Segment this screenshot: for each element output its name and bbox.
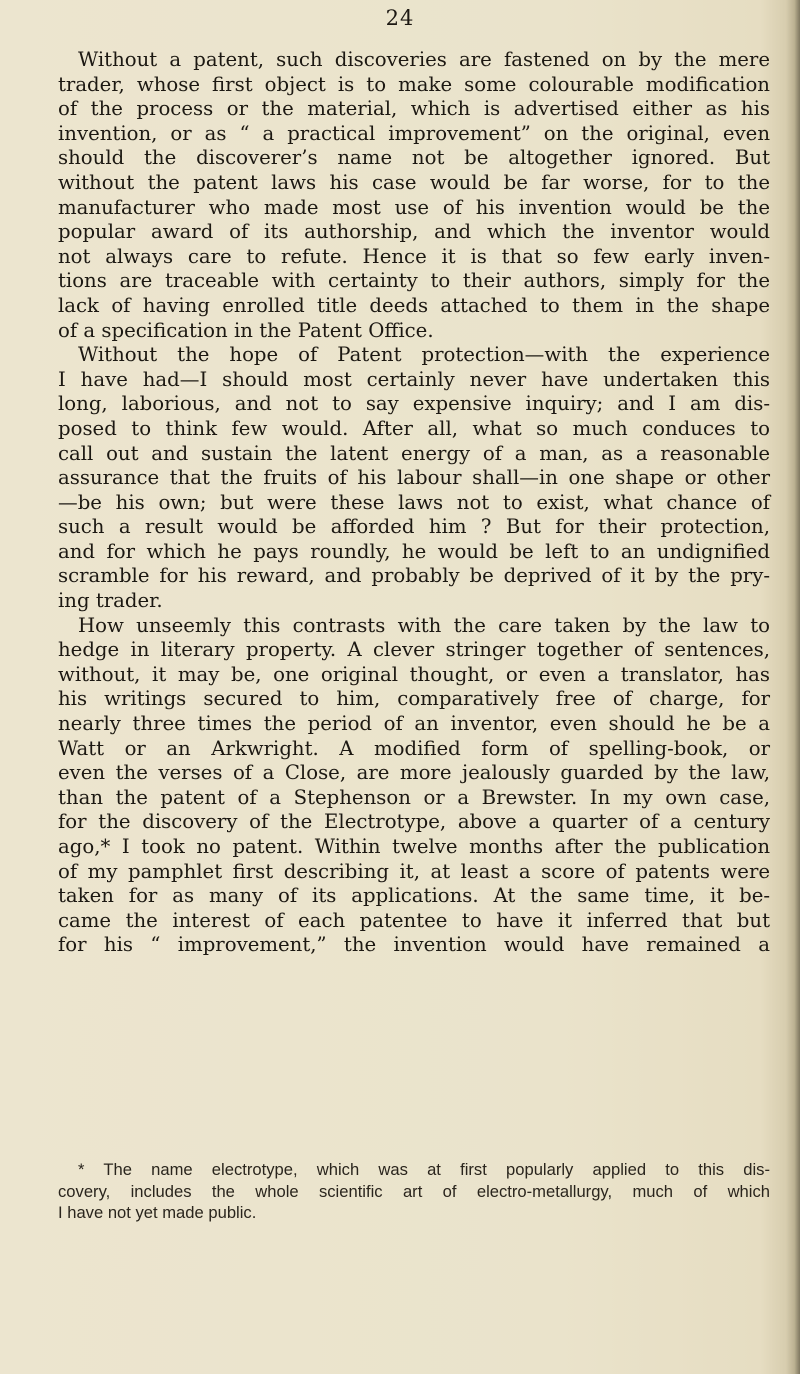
body-text: [58, 48, 770, 958]
body-line: call out and sustain the latent energy of a man, as a reasonable: [58, 441, 770, 465]
body-line: of a specification in the Patent Office.: [58, 318, 434, 342]
body-line: manufacturer who made most use of his invention would be the: [58, 195, 770, 219]
body-line: long, laborious, and not to say expensive inquiry; and I am dis-: [58, 392, 770, 416]
body-line: even the verses of a Close, are more jealously guarded by the law,: [58, 761, 770, 785]
body-line: for his “ improvement,” the invention would have remained a: [58, 933, 770, 957]
body-line: I have had—I should most certainly never have undertaken this: [58, 367, 770, 391]
body-line: How unseemly this contrasts with the care taken by the law to: [78, 613, 770, 637]
body-line: taken for as many of its applications. At the same time, it be-: [58, 884, 770, 908]
body-line: nearly three times the period of an inventor, even should he be a: [58, 712, 770, 736]
page-edge-shadow: [786, 0, 800, 1374]
body-line: invention, or as “ a practical improvement” on the original, even: [58, 121, 770, 145]
body-line: of the process or the material, which is advertised either as his: [58, 97, 770, 121]
body-line: Without a patent, such discoveries are fastened on by the mere: [78, 48, 770, 71]
body-line: scramble for his reward, and probably be deprived of it by the pry-: [58, 564, 770, 588]
body-line: lack of having enrolled title deeds attached to them in the shape: [58, 293, 770, 317]
body-line: hedge in literary property. A clever stringer together of sentences,: [58, 638, 770, 662]
footnote-line: I have not yet made public.: [58, 1203, 257, 1222]
footnote: [58, 1159, 770, 1224]
body-line: posed to think few would. After all, what so much conduces to: [58, 416, 770, 440]
body-line: came the interest of each patentee to have it inferred that but: [58, 908, 770, 932]
body-line: for the discovery of the Electrotype, above a quarter of a century: [58, 810, 770, 834]
page-number: 24: [385, 6, 415, 30]
body-line: such a result would be afforded him ? But for their protection,: [58, 515, 770, 539]
body-line: Watt or an Arkwright. A modified form of spelling-book, or: [58, 736, 770, 760]
body-line: not always care to refute. Hence it is that so few early inven-: [58, 244, 770, 268]
footnote-line: covery, includes the whole scientific art of electro-metallurgy, much of which: [58, 1181, 770, 1201]
body-line: Without the hope of Patent protection—with the experience: [78, 343, 770, 367]
body-line: should the discoverer’s name not be altogether ignored. But: [58, 146, 770, 170]
body-line: assurance that the fruits of his labour shall—in one shape or other: [58, 466, 770, 490]
body-line: without the patent laws his case would be far worse, for to the: [58, 170, 770, 194]
body-line: popular award of its authorship, and which the inventor would: [58, 220, 770, 244]
body-line: ago,* I took no patent. Within twelve months after the publication: [58, 835, 770, 858]
body-line: and for which he pays roundly, he would be left to an undignified: [58, 539, 770, 563]
body-line: trader, whose first object is to make some colourable modification: [58, 72, 770, 96]
body-line: than the patent of a Stephenson or a Brewster. In my own case,: [58, 785, 770, 809]
body-line: of my pamphlet first describing it, at least a score of patents were: [58, 859, 770, 883]
body-line: ing trader.: [58, 589, 163, 613]
footnote-line: * The name electrotype, which was at first popularly applied to this dis-: [78, 1160, 770, 1179]
body-line: —be his own; but were these laws not to exist, what chance of: [58, 490, 770, 514]
body-line: tions are traceable with certainty to their authors, simply for the: [58, 269, 770, 293]
body-line: without, it may be, one original thought, or even a translator, has: [58, 662, 770, 686]
body-line: his writings secured to him, comparatively free of charge, for: [58, 687, 770, 711]
